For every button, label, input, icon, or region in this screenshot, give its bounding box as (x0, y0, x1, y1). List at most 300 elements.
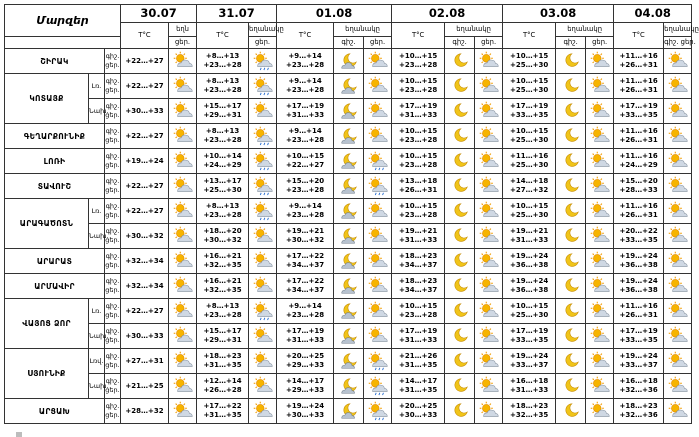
sun-cloud-icon (169, 74, 197, 99)
day-temp: +36…+38 (510, 286, 549, 294)
sun-cloud-icon (475, 399, 503, 424)
night-temp: +9…+14 (288, 302, 322, 310)
day-temp: +25…+30 (510, 86, 549, 94)
temp-range (197, 349, 249, 374)
region-name: ՇԻՐԱԿ (5, 49, 105, 74)
night-temp: +9…+14 (288, 77, 322, 85)
night-temp: +16…+18 (510, 377, 549, 385)
day-temp: +36…+38 (510, 261, 549, 269)
sun-cloud-icon (586, 74, 614, 99)
sun-cloud-icon (664, 149, 692, 174)
sun-cloud-icon (169, 374, 197, 399)
night-subheader: գիշ. (556, 37, 586, 49)
table-row (5, 349, 692, 374)
night-temp: +16…+21 (203, 277, 242, 285)
day-temp: +33…+37 (619, 361, 658, 369)
moon-icon (445, 274, 475, 299)
night-temp: +13…+18 (398, 177, 438, 185)
sun-cloud-icon (475, 199, 503, 224)
date-header: 04.08 (614, 5, 692, 23)
temp-header: T°C (197, 23, 249, 49)
night-temp: +17…+22 (285, 252, 325, 260)
night-day-label (105, 149, 121, 174)
page-marker (16, 432, 22, 437)
temp-range (392, 74, 445, 99)
day-temp: +23…+28 (398, 86, 438, 94)
temp-range (503, 249, 556, 274)
temp-range (277, 174, 334, 199)
night-temp: +17…+19 (619, 102, 658, 110)
table-row (5, 249, 692, 274)
day-temp: +31…+33 (398, 236, 438, 244)
day-temp: +29…+33 (285, 386, 325, 394)
day-temp: +31…+35 (398, 361, 438, 369)
day-temp: +24…+29 (619, 161, 658, 169)
temp-range (197, 224, 249, 249)
moon-cloud-icon (334, 124, 364, 149)
moon-icon (556, 274, 586, 299)
temp-range (277, 249, 334, 274)
temp-range (614, 174, 664, 199)
temp-range (277, 374, 334, 399)
night-day-label (105, 199, 121, 224)
sun-cloud-icon (586, 399, 614, 424)
night-temp: +10…+15 (510, 127, 549, 135)
temp-range (392, 299, 445, 324)
sun-cloud-icon (664, 124, 692, 149)
sun-cloud-icon (586, 124, 614, 149)
night-temp: +11…+16 (619, 77, 658, 85)
day-temp: +33…+35 (510, 336, 549, 344)
day-label: ցեր. (105, 86, 120, 94)
moon-icon (445, 74, 475, 99)
day-temp: +26…+31 (398, 186, 438, 194)
moon-cloud-icon (334, 324, 364, 349)
sun-cloud-icon (586, 274, 614, 299)
day-temp: +25…+30 (510, 211, 549, 219)
night-temp: +17…+19 (398, 102, 438, 110)
day-temp: +31…+33 (285, 336, 325, 344)
sun-cloud-icon (364, 199, 392, 224)
temp-range (277, 299, 334, 324)
night-day-label (105, 224, 121, 249)
weather-header: եղանակը (249, 23, 277, 37)
temp-range (614, 299, 664, 324)
day-temp: +26…+28 (203, 386, 242, 394)
sun-cloud-rain-icon (249, 49, 277, 74)
sun-cloud-icon (586, 349, 614, 374)
day-temp: +31…+33 (398, 111, 438, 119)
day-temp: +23…+28 (285, 211, 325, 219)
subregion-label: Նախ. (89, 374, 105, 399)
day-temp: +25…+30 (510, 311, 549, 319)
temp-range (392, 399, 445, 424)
date-header: 31.07 (197, 5, 277, 23)
day-label: ցեր. (105, 361, 120, 369)
night-temp: +18…+23 (510, 402, 549, 410)
temp-value: +22…+27 (121, 124, 169, 149)
sun-cloud-icon (664, 274, 692, 299)
night-temp: +17…+22 (285, 277, 325, 285)
temp-range (392, 199, 445, 224)
temp-range (503, 49, 556, 74)
sun-cloud-icon (664, 99, 692, 124)
temp-header: T°C (121, 23, 169, 49)
sun-cloud-icon (664, 249, 692, 274)
table-row (5, 274, 692, 299)
sun-cloud-icon (475, 174, 503, 199)
day-label: ցեր. (105, 386, 120, 394)
temp-range (277, 49, 334, 74)
day-temp: +25…+30 (510, 161, 549, 169)
moon-icon (556, 374, 586, 399)
sun-cloud-rain-icon (364, 174, 392, 199)
day-label: ցեր. (105, 411, 120, 419)
day-temp: +25…+30 (203, 186, 242, 194)
moon-icon (445, 149, 475, 174)
day-subheader: ցեր. (586, 37, 614, 49)
sun-cloud-icon (169, 174, 197, 199)
sun-cloud-icon (586, 374, 614, 399)
day-temp: +23…+28 (203, 86, 242, 94)
region-name: ՎԱՅՈՑ ՁՈՐ (5, 299, 89, 349)
temp-range (614, 274, 664, 299)
moon-cloud-icon (334, 274, 364, 299)
table-row (5, 224, 692, 249)
region-name: ԿՈՏԱՅՔ (5, 74, 89, 124)
temp-range (614, 74, 664, 99)
sun-cloud-icon (364, 124, 392, 149)
day-temp: +23…+28 (285, 86, 325, 94)
sun-cloud-icon (249, 99, 277, 124)
sun-cloud-rain-icon (249, 174, 277, 199)
moon-icon (445, 349, 475, 374)
day-label: ցեր. (105, 311, 120, 319)
sun-cloud-icon (364, 274, 392, 299)
temp-range (503, 349, 556, 374)
temp-range (277, 124, 334, 149)
moon-cloud-icon (334, 49, 364, 74)
sun-cloud-rain-icon (249, 124, 277, 149)
night-temp: +10…+15 (510, 302, 549, 310)
day-label: ցեր. (105, 236, 120, 244)
day-temp: +32…+36 (619, 411, 658, 419)
night-temp: +10…+15 (398, 52, 438, 60)
sun-cloud-icon (169, 274, 197, 299)
night-temp: +19…+24 (619, 277, 658, 285)
day-label: ցեր. (105, 336, 120, 344)
night-day-label (105, 99, 121, 124)
temp-range (503, 274, 556, 299)
night-temp: +20…+25 (285, 352, 325, 360)
day-temp: +33…+35 (510, 111, 549, 119)
day-subheader: ցեր. (169, 37, 197, 49)
sun-cloud-icon (169, 299, 197, 324)
sun-cloud-icon (475, 49, 503, 74)
day-temp: +30…+32 (203, 236, 242, 244)
temp-value: +32…+34 (121, 274, 169, 299)
night-temp: +18…+20 (203, 227, 242, 235)
temp-value: +22…+27 (121, 74, 169, 99)
moon-cloud-icon (334, 299, 364, 324)
temp-value: +27…+31 (121, 349, 169, 374)
sun-cloud-icon (249, 274, 277, 299)
temp-range (614, 199, 664, 224)
sun-cloud-icon (586, 199, 614, 224)
day-temp: +29…+31 (203, 336, 242, 344)
date-header: 03.08 (503, 5, 614, 23)
date-header: 30.07 (121, 5, 197, 23)
day-label: ցեր. (105, 211, 120, 219)
sun-cloud-icon (664, 174, 692, 199)
night-label: գիշ. (105, 202, 120, 210)
sun-cloud-rain-icon (364, 399, 392, 424)
sun-cloud-icon (169, 224, 197, 249)
moon-cloud-icon (334, 149, 364, 174)
day-subheader: ցեր. (475, 37, 503, 49)
sun-cloud-icon (664, 49, 692, 74)
day-temp: +31…+33 (398, 336, 438, 344)
temp-range (503, 299, 556, 324)
moon-icon (556, 324, 586, 349)
sun-cloud-icon (169, 399, 197, 424)
night-label: գիշ. (105, 277, 120, 285)
table-row (5, 149, 692, 174)
sun-cloud-icon (249, 349, 277, 374)
region-name: ԼՈՌԻ (5, 149, 105, 174)
night-temp: +20…+22 (619, 227, 658, 235)
sun-cloud-icon (169, 324, 197, 349)
sun-cloud-icon (169, 249, 197, 274)
day-temp: +33…+35 (619, 111, 658, 119)
day-temp: +23…+28 (203, 211, 242, 219)
weather-header: եղն (169, 23, 197, 37)
night-temp: +11…+16 (619, 302, 658, 310)
night-label: գիշ. (105, 252, 120, 260)
moon-icon (556, 174, 586, 199)
temp-range (197, 124, 249, 149)
moon-cloud-icon (334, 174, 364, 199)
sun-cloud-icon (664, 199, 692, 224)
night-temp: +17…+19 (285, 327, 325, 335)
temp-range (277, 224, 334, 249)
temp-range (197, 99, 249, 124)
moon-icon (556, 399, 586, 424)
temp-range (277, 349, 334, 374)
regions-header: Մարզեր (5, 5, 121, 37)
night-label: գիշ. (105, 102, 120, 110)
night-temp: +17…+19 (619, 327, 658, 335)
temp-value: +32…+34 (121, 249, 169, 274)
temp-range (277, 99, 334, 124)
temp-range (277, 74, 334, 99)
day-temp: +30…+32 (285, 236, 325, 244)
moon-icon (556, 149, 586, 174)
moon-icon (556, 124, 586, 149)
temp-range (197, 274, 249, 299)
night-label: գիշ. (105, 77, 120, 85)
night-temp: +13…+17 (203, 177, 242, 185)
night-temp: +17…+22 (203, 402, 242, 410)
sun-cloud-icon (475, 124, 503, 149)
moon-icon (556, 299, 586, 324)
night-temp: +8…+13 (205, 77, 240, 85)
night-temp: +11…+16 (619, 127, 658, 135)
night-temp: +16…+21 (203, 252, 242, 260)
sun-cloud-icon (664, 399, 692, 424)
night-label: գիշ. (105, 327, 120, 335)
night-label: գիշ. (105, 177, 120, 185)
sun-cloud-icon (249, 374, 277, 399)
day-temp: +36…+38 (619, 261, 658, 269)
temp-range (277, 149, 334, 174)
moon-cloud-icon (334, 249, 364, 274)
temp-range (614, 324, 664, 349)
night-temp: +11…+16 (510, 152, 549, 160)
day-temp: +26…+31 (619, 136, 658, 144)
table-row (5, 374, 692, 399)
sun-cloud-icon (586, 49, 614, 74)
day-temp: +32…+35 (203, 261, 242, 269)
temp-range (614, 249, 664, 274)
day-temp: +31…+35 (398, 386, 438, 394)
night-temp: +18…+23 (203, 352, 242, 360)
night-temp: +10…+14 (203, 152, 242, 160)
night-day-label (105, 349, 121, 374)
table-row (5, 174, 692, 199)
temp-range (197, 74, 249, 99)
temp-range (503, 74, 556, 99)
temp-range (614, 124, 664, 149)
sun-cloud-icon (664, 374, 692, 399)
temp-value: +30…+33 (121, 99, 169, 124)
night-temp: +14…+18 (510, 177, 549, 185)
sun-cloud-icon (475, 99, 503, 124)
sun-cloud-icon (664, 74, 692, 99)
day-temp: +36…+38 (619, 286, 658, 294)
weather-header: եղանակը (334, 23, 392, 37)
night-temp: +17…+19 (510, 327, 549, 335)
night-day-label (105, 49, 121, 74)
day-temp: +30…+33 (398, 411, 438, 419)
moon-icon (445, 124, 475, 149)
day-temp: +33…+35 (619, 336, 658, 344)
sun-cloud-icon (475, 324, 503, 349)
day-temp: +23…+28 (398, 61, 438, 69)
sun-cloud-icon (664, 299, 692, 324)
sun-cloud-rain-icon (249, 299, 277, 324)
sun-cloud-rain-icon (364, 349, 392, 374)
forecast-table (4, 4, 699, 424)
temp-header: T°C (277, 23, 334, 49)
sun-cloud-icon (364, 74, 392, 99)
night-temp: +8…+13 (205, 302, 240, 310)
sun-cloud-icon (169, 199, 197, 224)
sun-cloud-icon (475, 349, 503, 374)
moon-icon (556, 224, 586, 249)
day-temp: +30…+33 (285, 411, 325, 419)
day-label: ցեր. (105, 161, 120, 169)
subregion-label: Նախ. (89, 324, 105, 349)
temp-value: +22…+27 (121, 199, 169, 224)
day-temp: +23…+28 (285, 186, 325, 194)
temp-range (392, 174, 445, 199)
sun-cloud-icon (249, 324, 277, 349)
day-temp: +32…+35 (203, 286, 242, 294)
temp-range (503, 174, 556, 199)
temp-range (503, 199, 556, 224)
day-temp: +31…+33 (285, 111, 325, 119)
day-temp: +34…+37 (398, 286, 438, 294)
moon-cloud-icon (334, 374, 364, 399)
table-row (5, 399, 692, 424)
moon-cloud-icon (334, 224, 364, 249)
night-day-subheader: գիշ. ցեր. (664, 37, 692, 49)
temp-value: +28…+32 (121, 399, 169, 424)
day-label: ցեր. (105, 61, 120, 69)
subregion-label: Լռ. (89, 299, 105, 324)
sun-cloud-icon (475, 274, 503, 299)
night-temp: +10…+15 (398, 152, 438, 160)
night-temp: +11…+16 (619, 202, 658, 210)
sun-cloud-icon (364, 49, 392, 74)
table-row (5, 49, 692, 74)
temp-range (277, 199, 334, 224)
moon-cloud-icon (334, 199, 364, 224)
day-temp: +23…+28 (398, 161, 438, 169)
day-temp: +31…+35 (203, 411, 242, 419)
moon-icon (556, 49, 586, 74)
sun-cloud-icon (169, 349, 197, 374)
day-temp: +34…+37 (285, 261, 325, 269)
day-temp: +23…+28 (285, 311, 325, 319)
sun-cloud-icon (475, 374, 503, 399)
day-temp: +23…+28 (398, 311, 438, 319)
night-temp: +8…+13 (205, 127, 240, 135)
night-label: գիշ. (105, 377, 120, 385)
day-temp: +23…+28 (285, 61, 325, 69)
night-day-label (105, 274, 121, 299)
night-temp: +10…+15 (398, 77, 438, 85)
night-temp: +11…+16 (619, 152, 658, 160)
temp-value: +22…+27 (121, 174, 169, 199)
temp-range (614, 349, 664, 374)
temp-range (197, 249, 249, 274)
day-temp: +34…+37 (285, 286, 325, 294)
sun-cloud-rain-icon (249, 149, 277, 174)
night-temp: +10…+15 (510, 77, 549, 85)
sun-cloud-icon (475, 299, 503, 324)
temp-range (392, 124, 445, 149)
night-temp: +19…+24 (619, 252, 658, 260)
day-subheader: ցեր. (249, 37, 277, 49)
night-temp: +12…+14 (203, 377, 242, 385)
sun-cloud-icon (249, 399, 277, 424)
sun-cloud-icon (586, 324, 614, 349)
forecast-page (4, 4, 699, 428)
sun-cloud-icon (249, 249, 277, 274)
temp-range (277, 399, 334, 424)
day-temp: +23…+28 (203, 61, 242, 69)
table-row (5, 199, 692, 224)
temp-range (392, 249, 445, 274)
sun-cloud-icon (475, 224, 503, 249)
temp-range (197, 299, 249, 324)
blank-cell (5, 37, 121, 49)
moon-cloud-icon (334, 74, 364, 99)
temp-range (503, 224, 556, 249)
night-temp: +8…+13 (205, 202, 240, 210)
